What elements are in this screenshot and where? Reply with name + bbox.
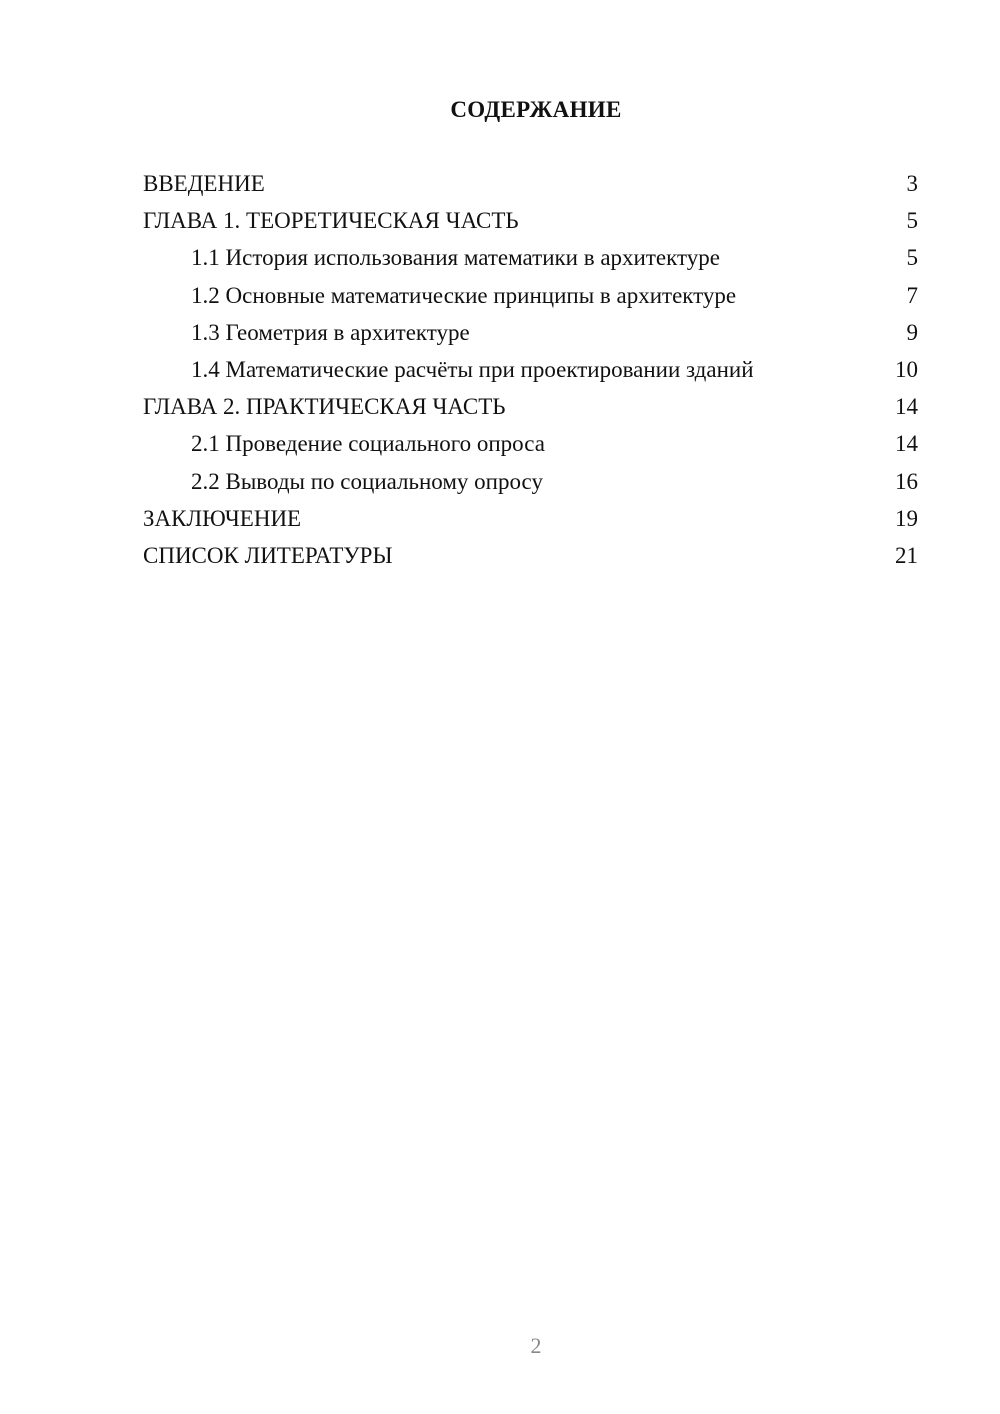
toc-entry-section-2-2[interactable]: [143, 463, 918, 500]
toc-entry-conclusion[interactable]: [143, 500, 918, 537]
toc-entry-page: 19: [895, 505, 918, 531]
toc-entry-page: 7: [906, 282, 918, 308]
toc-entry-page: 5: [906, 208, 918, 234]
toc-entry-page: 10: [895, 356, 918, 382]
toc-entry-section-1-4[interactable]: [143, 351, 918, 388]
toc-entry-label: 2.1 Проведение социального опроса: [191, 431, 545, 457]
toc-entry-label: ГЛАВА 2. ПРАКТИЧЕСКАЯ ЧАСТЬ: [143, 394, 506, 420]
toc-entry-label: 1.4 Математические расчёты при проектировании зданий: [191, 356, 754, 382]
toc-entry-page: 16: [895, 468, 918, 494]
toc-entry-label: 1.3 Геометрия в архитектуре: [191, 319, 470, 345]
toc-entry-references[interactable]: [143, 537, 918, 574]
toc-entry-label: 1.2 Основные математические принципы в архитектуре: [191, 282, 737, 308]
toc-entry-label: ГЛАВА 1. ТЕОРЕТИЧЕСКАЯ ЧАСТЬ: [143, 208, 519, 234]
toc-entry-page: 5: [906, 245, 918, 271]
page-title: СОДЕРЖАНИЕ: [450, 97, 622, 122]
toc-entry-page: 21: [895, 542, 918, 568]
toc-entry-chapter-1[interactable]: [143, 202, 918, 239]
page-number: 2: [530, 1333, 542, 1358]
toc-entry-section-1-2[interactable]: [143, 277, 918, 314]
toc-entry-introduction[interactable]: [143, 165, 918, 202]
toc-entry-page: 3: [906, 171, 918, 196]
toc-entry-label: 1.1 История использования математики в архитектуре: [191, 245, 720, 271]
toc-entry-page: 14: [895, 394, 918, 420]
toc-entry-chapter-2[interactable]: [143, 388, 918, 425]
table-of-contents: [143, 165, 918, 574]
toc-entry-label: 2.2 Выводы по социальному опросу: [191, 468, 543, 494]
toc-entry-section-1-3[interactable]: [143, 314, 918, 351]
toc-entry-page: 9: [906, 319, 918, 345]
toc-entry-label: ВВЕДЕНИЕ: [143, 171, 265, 196]
toc-entry-label: СПИСОК ЛИТЕРАТУРЫ: [143, 542, 393, 568]
toc-entry-page: 14: [895, 431, 918, 457]
toc-entry-section-1-1[interactable]: [143, 239, 918, 276]
toc-entry-section-2-1[interactable]: [143, 425, 918, 462]
toc-entry-label: ЗАКЛЮЧЕНИЕ: [143, 505, 302, 531]
